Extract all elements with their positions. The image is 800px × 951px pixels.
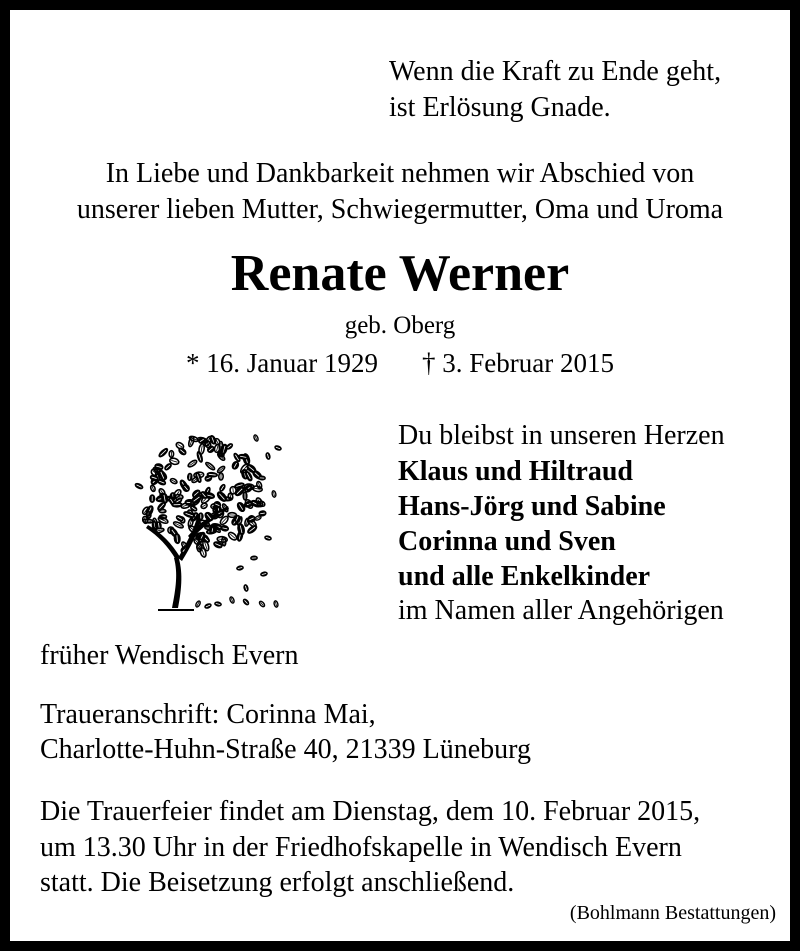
birth-date: * 16. Januar 1929	[186, 348, 378, 378]
family-member: Corinna und Sven	[398, 526, 616, 557]
funeral-info-line-3: statt. Die Beisetzung erfolgt anschließend.	[40, 867, 515, 898]
tree-canopy	[135, 435, 266, 558]
quote-line-1: Wenn die Kraft zu Ende geht,	[389, 56, 722, 87]
family-closing: im Namen aller Angehörigen	[398, 595, 724, 626]
undertaker-credit: (Bohlmann Bestattungen)	[569, 902, 776, 924]
tree-with-falling-leaves-icon	[128, 418, 288, 614]
quote-line-2: ist Erlösung Gnade.	[389, 92, 611, 123]
family-member: Klaus und Hiltraud	[398, 456, 633, 487]
funeral-info-line-2: um 13.30 Uhr in der Friedhofskapelle in Wendisch Evern	[40, 832, 682, 863]
mourning-address-line-2: Charlotte-Huhn-Straße 40, 21339 Lüneburg	[40, 734, 531, 765]
mourning-address-line-1: Traueranschrift: Corinna Mai,	[40, 699, 376, 730]
intro-line-2: unserer lieben Mutter, Schwiegermutter, Oma und Uroma	[76, 194, 724, 225]
family-heading: Du bleibst in unseren Herzen	[398, 420, 725, 451]
former-residence: früher Wendisch Evern	[40, 640, 299, 671]
family-member: und alle Enkelkinder	[398, 561, 651, 592]
intro-line-1: In Liebe und Dankbarkeit nehmen wir Abschied von	[105, 158, 695, 189]
maiden-name: geb. Oberg	[344, 312, 456, 339]
funeral-info-line-1: Die Trauerfeier findet am Dienstag, dem 10. Februar 2015,	[40, 796, 701, 827]
deceased-name: Renate Werner	[230, 245, 570, 302]
family-member: Hans-Jörg und Sabine	[398, 491, 666, 522]
death-date: † 3. Februar 2015	[422, 348, 614, 378]
